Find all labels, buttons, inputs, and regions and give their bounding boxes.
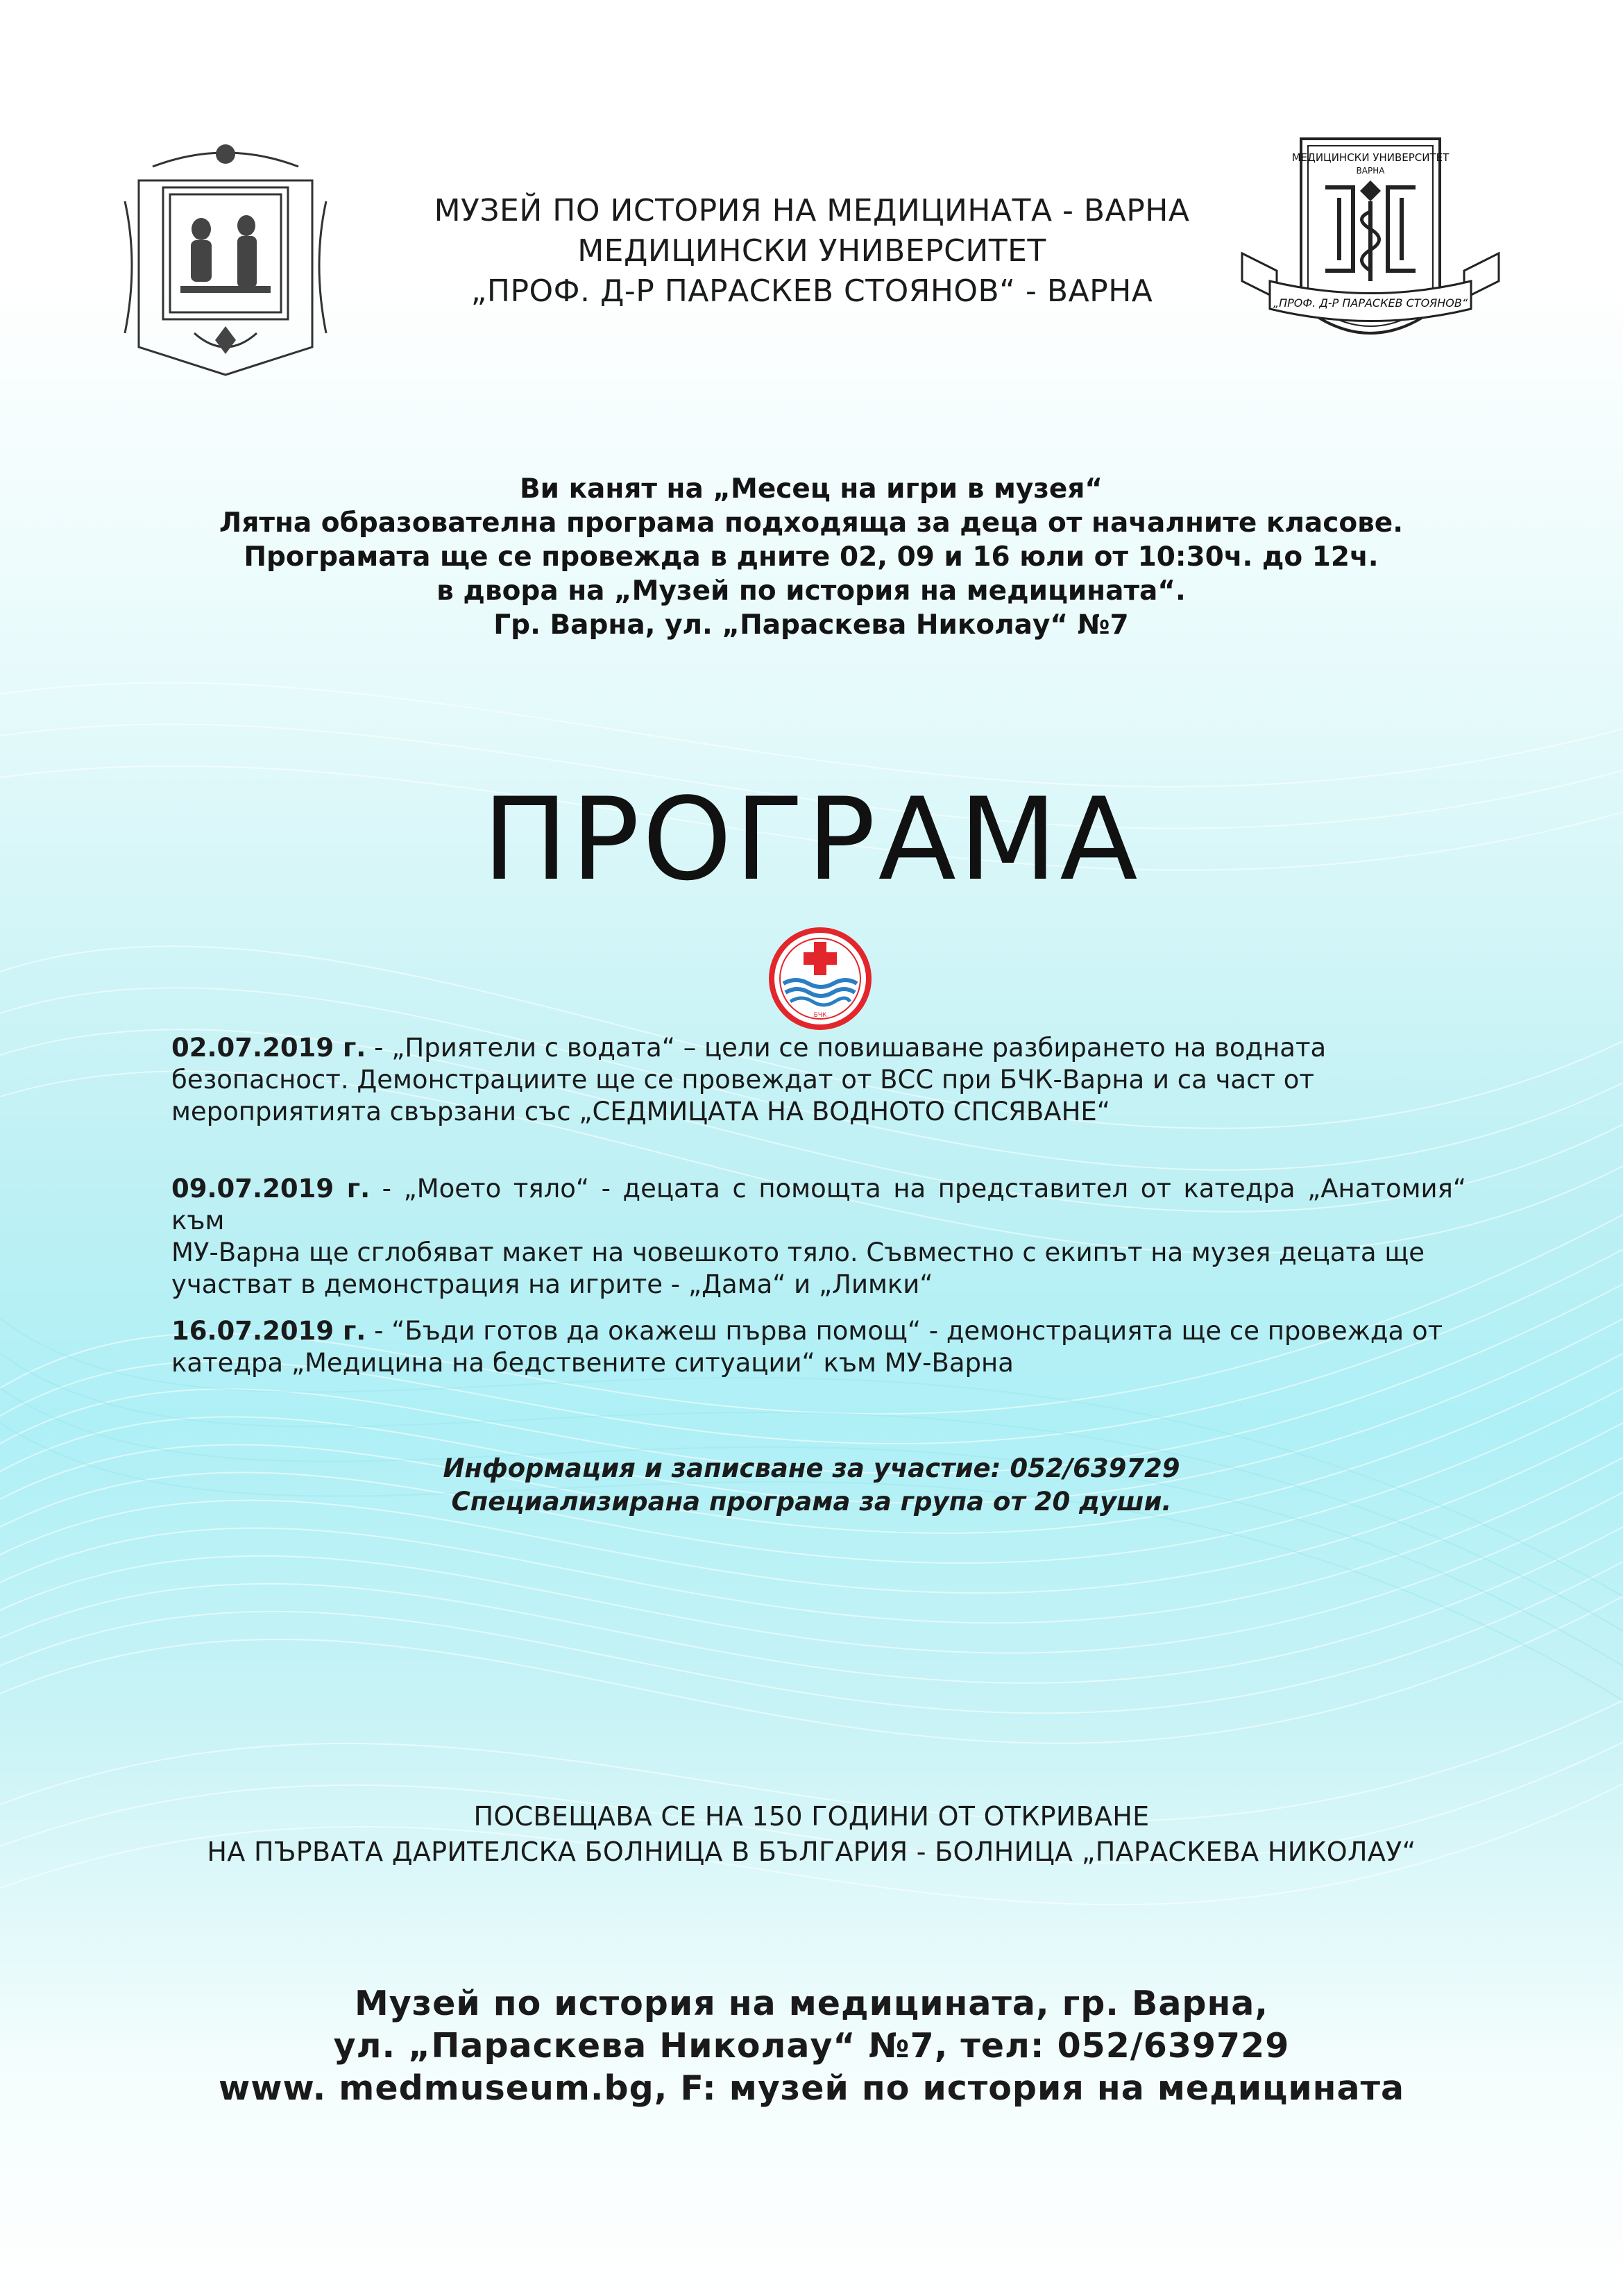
museum-emblem-icon [111,139,340,382]
invitation-block [117,472,1505,642]
invite-line-1: Ви канят на „Месец на игри в музея“ [519,473,1103,505]
dedication-line-2: НА ПЪРВАТА ДАРИТЕЛСКА БОЛНИЦА В БЪЛГАРИЯ - БОЛНИЦА „ПАРАСКЕВА НИКОЛАУ“ [207,1837,1416,1867]
invite-line-3: Програмата ще се провежда в дните 02, 09 и 16 юли от 10:30ч. до 12ч. [244,541,1379,573]
dedication [0,1799,1623,1870]
info-phone-line: Информация и записване за участие: 052/639729 [443,1453,1180,1483]
red-cross-small-text: БЧК [813,1012,827,1019]
program-text-2a: - „Моето тяло“ - децата с помощта на представител от катедра „Анатомия“ към [171,1174,1466,1235]
info-group-line: Специализирана програма за група от 20 души. [451,1487,1172,1517]
program-date-3: 16.07.2019 г. [171,1316,366,1346]
footer-address-line-1: Музей по история на медицината, гр. Варна, [354,1984,1268,2023]
shield-ribbon-text: „ПРОФ. Д-Р ПАРАСКЕВ СТОЯНОВ“ [1273,296,1468,310]
program-text-1b: безопасност. Демонстрациите ще се провеждат от ВСС при БЧК-Варна и са част от [171,1065,1314,1095]
program-item-2 [171,1173,1466,1301]
header-university-name: МЕДИЦИНСКИ УНИВЕРСИТЕТ [577,233,1046,269]
program-item-3 [171,1315,1466,1379]
institution-header [326,191,1298,312]
program-text-1a: - „Приятели с водата“ – цели се повишаване разбирането на водната [366,1033,1327,1063]
invite-line-2: Лятна образователна програма подходяща за деца от началните класове. [219,507,1404,539]
page-title: ПРОГРАМА [482,773,1141,906]
program-text-3a: - “Бъди готов да окажеш първа помощ“ - демонстрацията ще се провежда от [366,1316,1443,1346]
program-text-3b: катедра „Медицина на бедствените ситуации“ към МУ-Варна [171,1348,1014,1378]
contact-footer [0,1982,1623,2109]
footer-web-line: www. medmuseum.bg, F: музей по история на медицината [218,2068,1405,2108]
shield-top-text: МЕДИЦИНСКИ УНИВЕРСИТЕТ [1291,151,1450,164]
red-cross-water-rescue-icon [768,927,872,1031]
footer-address-line-2: ул. „Параскева Николау“ №7, тел: 052/639729 [333,2026,1290,2066]
program-date-2: 09.07.2019 г. [171,1174,371,1204]
shield-sub-text: ВАРНА [1356,166,1385,176]
program-text-2c: участват в демонстрация на игрите - „Дама“ и „Лимки“ [171,1269,933,1299]
university-shield-icon [1235,132,1506,375]
program-text-2b: МУ-Варна ще сглобяват макет на човешкото тяло. Съвместно с екипът на музея децата ще [171,1238,1425,1267]
invite-line-5: Гр. Варна, ул. „Параскева Николау“ №7 [493,609,1129,641]
dedication-line-1: ПОСВЕЩАВА СЕ НА 150 ГОДИНИ ОТ ОТКРИВАНЕ [473,1801,1150,1832]
header-museum-name: МУЗЕЙ ПО ИСТОРИЯ НА МЕДИЦИНАТА - ВАРНА [434,193,1190,228]
program-item-1 [171,1032,1466,1128]
program-text-1c: мероприятията свързани със „СЕДМИЦАТА НА ВОДНОТО СПСЯВАНЕ“ [171,1097,1110,1126]
invite-line-4: в двора на „Музей по история на медицината“. [436,575,1186,607]
header-university-patron: „ПРОФ. Д-Р ПАРАСКЕВ СТОЯНОВ“ - ВАРНА [470,273,1153,309]
registration-info [0,1452,1623,1519]
program-date-1: 02.07.2019 г. [171,1033,366,1063]
